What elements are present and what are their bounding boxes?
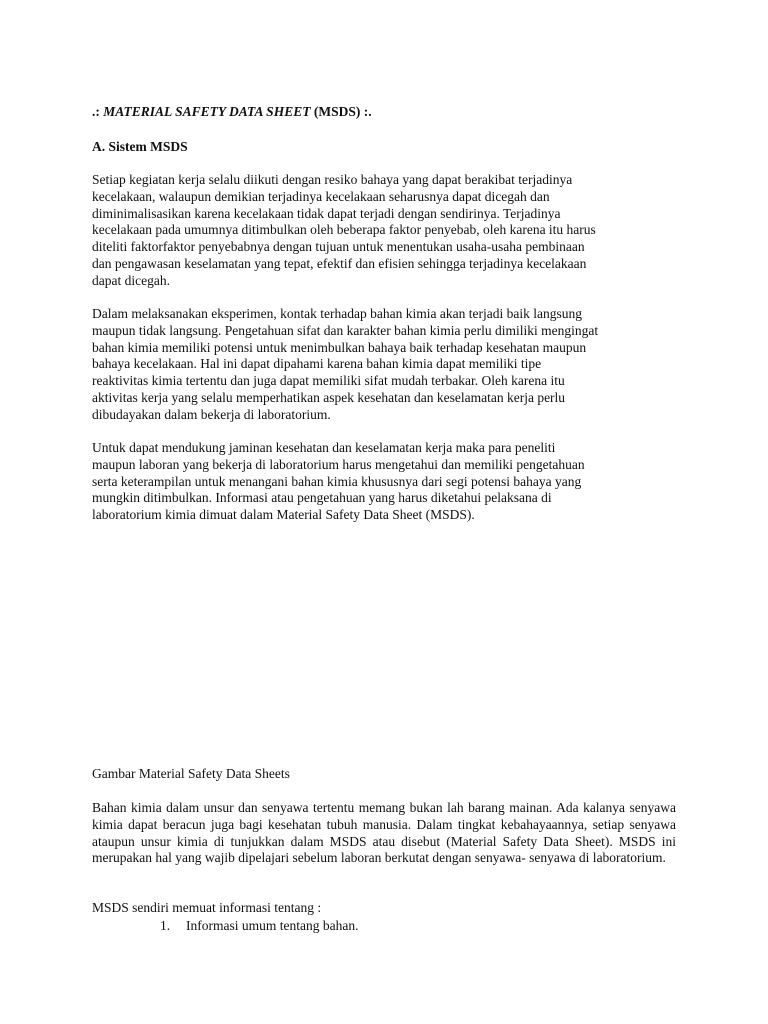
paragraph-line: Setiap kegiatan kerja selalu diikuti dengan resiko bahaya yang dapat berakibat terjadinya — [92, 172, 573, 187]
paragraph-line: dibudayakan dalam bekerja di laboratorium. — [92, 406, 331, 422]
paragraph-3 — [92, 440, 677, 524]
list-item-number: 1. — [160, 918, 171, 933]
paragraph-line: mungkin ditimbulkan. Informasi atau pengetahuan yang harus diketahui pelaksana di — [92, 490, 552, 506]
title-italic: MATERIAL SAFETY DATA SHEET — [103, 104, 311, 119]
paragraph-line: maupun tidak langsung. Pengetahuan sifat dan karakter bahan kimia perlu dimiliki mengingat — [92, 322, 599, 338]
paragraph-line: serta keterampilan untuk menangani bahan kimia khususnya dari segi potensi bahaya yang — [92, 473, 582, 489]
list-item-text: Informasi umum tentang bahan. — [186, 918, 359, 933]
paragraph-line: dapat dicegah. — [92, 272, 170, 288]
paragraph-line: maupun laboran yang bekerja di laboratorium harus mengetahui dan memiliki pengetahuan — [92, 456, 585, 472]
paragraph-2 — [92, 306, 677, 424]
paragraph-line: Dalam melaksanakan eksperimen, kontak terhadap bahan kimia akan terjadi baik langsung — [92, 306, 582, 321]
paragraph-line: Untuk dapat mendukung jaminan kesehatan dan keselamatan kerja maka para peneliti — [92, 440, 556, 455]
list-item — [160, 918, 358, 935]
paragraph-line: laboratorium kimia dimuat dalam Material Safety Data Sheet (MSDS). — [92, 507, 475, 523]
paragraph-5: MSDS sendiri memuat informasi tentang : — [92, 900, 322, 915]
paragraph-line: diminimalisasikan karena kecelakaan tidak dapat terjadi dengan sendirinya. Terjadinya — [92, 205, 561, 221]
paragraph-line: bahan kimia memiliki potensi untuk menimbulkan bahaya baik terhadap kesehatan maupun — [92, 339, 587, 355]
paragraph-line: aktivitas kerja yang selalu memperhatikan aspek kesehatan dan keselamatan kerja perlu — [92, 389, 566, 405]
paragraph-line: reaktivitas kimia tertentu dan juga dapat memiliki sifat mudah terbakar. Oleh karena itu — [92, 373, 565, 389]
paragraph-line: kecelakaan, walaupun demikian terjadinya kecelakaan seharusnya dapat dicegah dan — [92, 188, 550, 204]
info-list — [160, 918, 358, 935]
paragraph-line: diteliti faktorfaktor penyebabnya dengan tujuan untuk menentukan usaha-usaha pembinaan — [92, 239, 585, 255]
paragraph-line: bahaya kecelakaan. Hal ini dapat dipahami karena bahan kimia dapat memiliki tipe — [92, 356, 542, 372]
image-caption: Gambar Material Safety Data Sheets — [92, 766, 290, 781]
document-title — [92, 104, 677, 121]
section-heading: A. Sistem MSDS — [92, 139, 188, 154]
paragraph-4: Bahan kimia dalam unsur dan senyawa tertentu memang bukan lah barang mainan. Ada kalanya senyawa kimia dapat beracun juga bagi kesehatan tubuh manusia. Dalam tingkat kebahayaannya, setiap senyawa ataupun unsur kimia di tunjukkan dalam MSDS atau disebut (Material Safety Data Sheet). MSDS ini merupakan hal yang wajib dipelajari sebelum laboran berkutat dengan senyawa- senyawa di laboratorium. — [92, 800, 676, 866]
paragraph-line: kecelakaan pada umumnya ditimbulkan oleh beberapa faktor penyebab, oleh karena itu harus — [92, 222, 596, 238]
paragraph-1 — [92, 172, 677, 290]
title-suffix: (MSDS) :. — [310, 104, 372, 119]
title-prefix: .: — [92, 104, 104, 119]
paragraph-line: dan pengawasan keselamatan yang tepat, efektif dan efisien sehingga terjadinya kecelakaan — [92, 255, 587, 271]
